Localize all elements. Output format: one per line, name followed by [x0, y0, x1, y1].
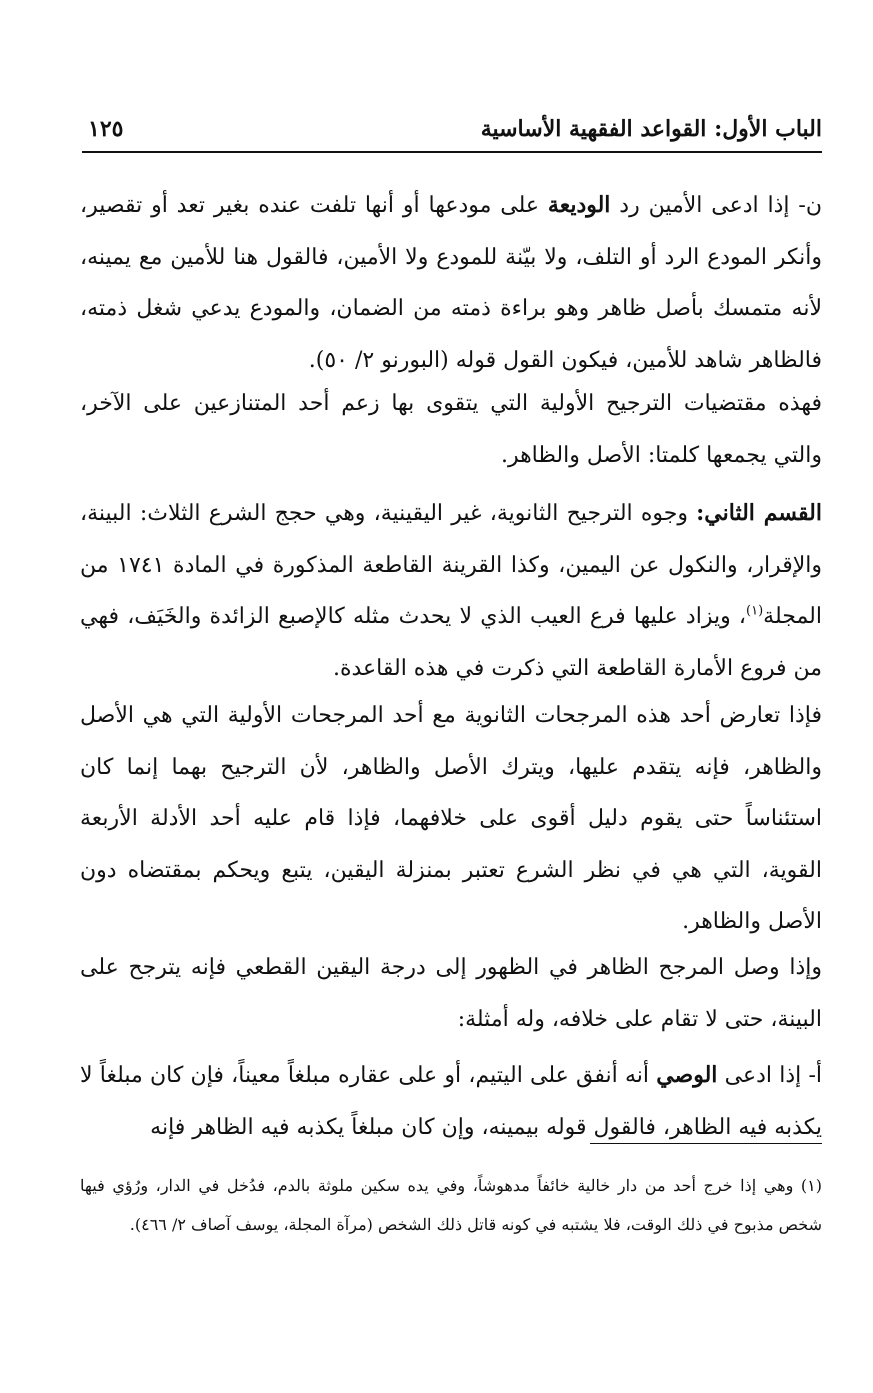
paragraph-summary: فهذه مقتضيات الترجيح الأولية التي يتقوى بها زعم أحد المتنازعين على الآخر، والتي يجمعها كلمتا: الأصل والظاهر. [80, 391, 822, 468]
bold-term: الوديعة [547, 192, 611, 218]
paragraph-text: أنه أنفق على اليتيم، أو على عقاره مبلغاً معيناً، فإن كان مبلغاً لا يكذبه فيه الظاهر، فالقول قوله بيمينه، وإن كان مبلغاً يكذبه فيه الظاهر فإنه [80, 1063, 822, 1140]
footnote: (١) وهي إذا خرج أحد من دار خالية خائفاً مدهوشاً، وفي يده سكين ملوثة بالدم، فدُخل في الدار، ورُؤي فيها شخص مذبوح في ذلك الوقت، فلا يشتبه في كونه قاتل ذلك الشخص (مرآة المجلة، يوسف آصاف ٢/ ٤٦٦). [80, 1176, 822, 1234]
paragraph-example-a [80, 1050, 822, 1153]
footnote-marker[interactable]: (١) [746, 603, 764, 619]
page-number: ١٢٥ [88, 116, 124, 142]
bold-term: الوصي [656, 1062, 718, 1088]
paragraph-text: على مودعها أو أنها تلفت عنده بغير تعد أو تقصير، وأنكر المودع الرد أو التلف، ولا بيّنة للمودع ولا الأمين، فالقول هنا للأمين مع يمينه، لأنه متمسك بأصل ظاهر وهو براءة ذمته من الضمان، والمودع يدعي شغل ذمته، فالظاهر شاهد للأمين، فيكون القول قوله (البورنو ٢/ ٥٠). [80, 193, 822, 373]
paragraph-text: ن- إذا ادعى الأمين رد [610, 193, 823, 218]
running-header [82, 112, 822, 152]
chapter-title: الباب الأول: القواعد الفقهية الأساسية [480, 116, 822, 142]
paragraph-certainty: وإذا وصل المرجح الظاهر في الظهور إلى درجة اليقين القطعي فإنه يترجح على البينة، حتى لا تقام على خلافه، وله أمثلة: [80, 955, 822, 1032]
paragraph-text: وجوه الترجيح الثانوية، غير اليقينية، وهي حجج الشرع الثلاث: البينة، والإقرار، والنكول عن اليمين، وكذا القرينة القاطعة المذكورة في المادة ١٧٤١ من المجلة [80, 501, 822, 629]
header-divider [82, 151, 822, 153]
paragraph-second-section [80, 488, 822, 694]
paragraph-conflict: فإذا تعارض أحد هذه المرجحات الثانوية مع أحد المرجحات الأولية التي هي الأصل والظاهر، فإنه يتقدم عليها، ويترك الأصل والظاهر، لأن الترجيح بهما إنما كان استئناساً حتى يقوم دليل أقوى على خلافهما، فإذا قام عليه أحد الأدلة الأربعة القوية، التي هي في نظر الشرع تعتبر بمنزلة اليقين، يتبع ويحكم بمقتضاه دون الأصل والظاهر. [80, 703, 822, 934]
paragraph-text: ، ويزاد عليها فرع العيب الذي لا يحدث مثله كالإصبع الزائدة والخَيَف، فهي من فروع الأمارة القاطعة التي ذكرت في هذه القاعدة. [80, 604, 822, 681]
paragraph-text: أ- إذا ادعى [717, 1063, 823, 1088]
footnote-divider [590, 1143, 822, 1144]
section-heading: القسم الثاني: [696, 500, 822, 526]
paragraph-deposit [80, 180, 822, 386]
